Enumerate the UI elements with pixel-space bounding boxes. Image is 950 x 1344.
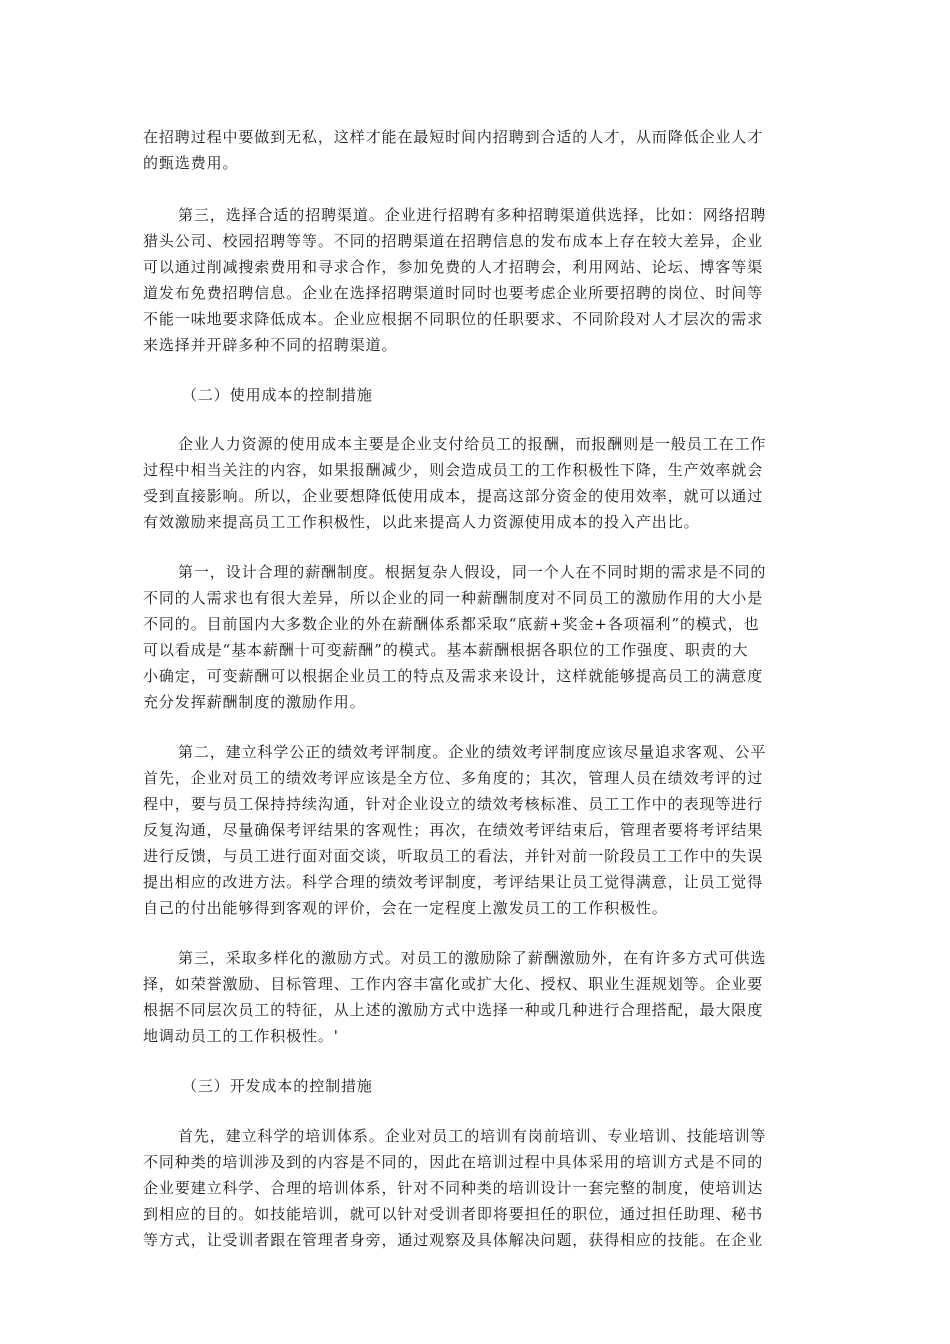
text-line: 不同的人需求也有很大差异，所以企业的同一种薪酬制度对不同员工的激励作用的大小是 bbox=[143, 589, 764, 607]
text-line: 过程中相当关注的内容，如果报酬减少，则会造成员工的工作积极性下降，生产效率就会 bbox=[143, 461, 764, 479]
text-line: 程中，要与员工保持持续沟通，针对企业设立的绩效考核标准、员工工作中的表现等进行 bbox=[143, 795, 764, 813]
text-line: 择，如荣誉激励、目标管理、工作内容丰富化或扩大化、授权、职业生涯规划等。企业要 bbox=[143, 975, 764, 993]
text-line: 地调动员工的工作积极性。' bbox=[143, 1027, 339, 1045]
text-line: 自己的付出能够得到客观的评价，会在一定程度上激发员工的工作积极性。 bbox=[143, 899, 668, 917]
text-line: 第一，设计合理的薪酬制度。根据复杂人假设，同一个人在不同时期的需求是不同的 bbox=[178, 563, 767, 581]
text-line: 的甄选费用。 bbox=[143, 154, 239, 172]
text-line: 有效激励来提高员工工作积极性，以此来提高人力资源使用成本的投入产出比。 bbox=[143, 513, 700, 531]
text-line: 道发布免费招聘信息。企业在选择招聘渠道时同时也要考虑企业所要招聘的岗位、时间等 bbox=[143, 284, 764, 302]
text-line: 来选择并开辟多种不同的招聘渠道。 bbox=[143, 336, 398, 354]
text-line: 不同的。目前国内大多数企业的外在薪酬体系都采取“底薪+奖金+各项福利”的模式，也 bbox=[143, 615, 760, 633]
text-line: 根据不同层次员工的特征，从上述的激励方式中选择一种或几种进行合理搭配，最大限度 bbox=[143, 1001, 764, 1019]
text-line: 猎头公司、校园招聘等等。不同的招聘渠道在招聘信息的发布成本上存在较大差异，企业 bbox=[143, 232, 764, 250]
text-line: 企业要建立科学、合理的培训体系，针对不同种类的培训设计一套完整的制度，使培训达 bbox=[143, 1179, 764, 1197]
text-line: 等方式，让受训者跟在管理者身旁，通过观察及具体解决问题，获得相应的技能。在企业 bbox=[143, 1231, 764, 1249]
text-line: 可以通过削减搜索费用和寻求合作，参加免费的人才招聘会，利用网站、论坛、博客等渠 bbox=[143, 258, 764, 276]
text-line: 反复沟通，尽量确保考评结果的客观性；再次，在绩效考评结束后，管理者要将考评结果 bbox=[143, 821, 764, 839]
text-line: 在招聘过程中要做到无私，这样才能在最短时间内招聘到合适的人才，从而降低企业人才 bbox=[143, 128, 764, 146]
text-line: 进行反馈，与员工进行面对面交谈，听取员工的看法，并针对前一阶段员工工作中的失误 bbox=[143, 847, 764, 865]
section-heading: （三）开发成本的控制措施 bbox=[182, 1077, 373, 1095]
text-line: 小确定，可变薪酬可以根据企业员工的特点及需求来设计，这样就能够提高员工的满意度 bbox=[143, 667, 764, 685]
text-line: 可以看成是“基本薪酬十可变薪酬”的模式。基本薪酬根据各职位的工作强度、职责的大 bbox=[143, 641, 749, 659]
text-line: 企业人力资源的使用成本主要是企业支付给员工的报酬，而报酬则是一般员工在工作 bbox=[178, 435, 767, 453]
text-line: 第三，采取多样化的激励方式。对员工的激励除了薪酬激励外，在有许多方式可供选 bbox=[178, 949, 767, 967]
text-line: 不能一味地要求降低成本。企业应根据不同职位的任职要求、不同阶段对人才层次的需求 bbox=[143, 310, 764, 328]
text-line: 第二，建立科学公正的绩效考评制度。企业的绩效考评制度应该尽量追求客观、公平 bbox=[178, 743, 767, 761]
text-line: 不同种类的培训涉及到的内容是不同的，因此在培训过程中具体采用的培训方式是不同的 bbox=[143, 1153, 764, 1171]
text-line: 首先，建立科学的培训体系。企业对员工的培训有岗前培训、专业培训、技能培训等 bbox=[178, 1127, 767, 1145]
text-line: 提出相应的改进方法。科学合理的绩效考评制度，考评结果让员工觉得满意，让员工觉得 bbox=[143, 873, 764, 891]
text-line: 受到直接影响。所以，企业要想降低使用成本，提高这部分资金的使用效率，就可以通过 bbox=[143, 487, 764, 505]
text-line: 到相应的目的。如技能培训，就可以针对受训者即将要担任的职位，通过担任助理、秘书 bbox=[143, 1205, 764, 1223]
text-line: 第三，选择合适的招聘渠道。企业进行招聘有多种招聘渠道供选择，比如：网络招聘 bbox=[178, 206, 767, 224]
section-heading: （二）使用成本的控制措施 bbox=[182, 386, 373, 404]
text-line: 充分发挥薪酬制度的激励作用。 bbox=[143, 693, 366, 711]
text-line: 首先，企业对员工的绩效考评应该是全方位、多角度的；其次，管理人员在绩效考评的过 bbox=[143, 769, 764, 787]
